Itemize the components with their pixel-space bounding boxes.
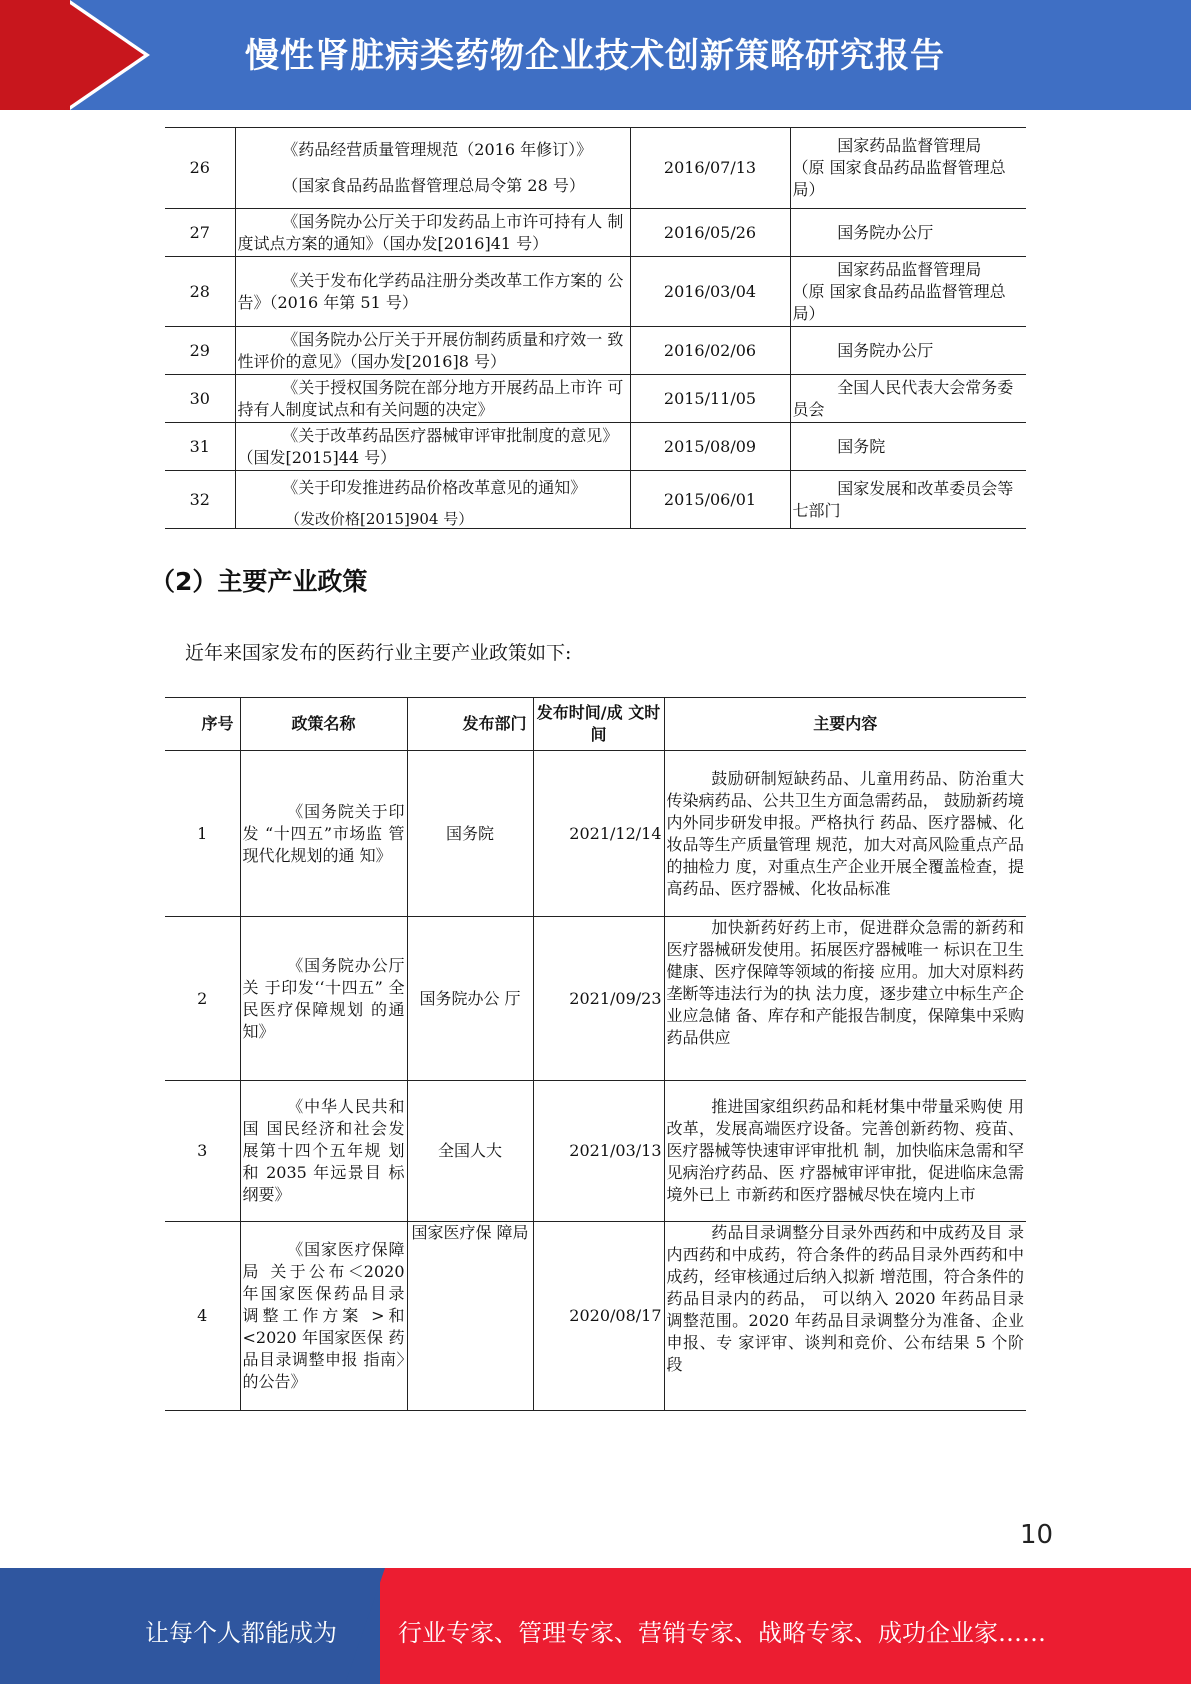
regulation-name: 《国务院办公厅关于印发药品上市许可持有人 制度试点方案的通知》（国办发[2016]41 号） <box>235 209 630 257</box>
publish-date: 2016/07/13 <box>630 128 790 209</box>
policy-name: 《中华人民共和国 国民经济和社会发 展第十四个五年规 划和 2035 年远景目 标纲要》 <box>240 1081 407 1222</box>
footer-slogan-right: 行业专家、管理专家、营销专家、战略专家、成功企业家…… <box>398 1619 1046 1647</box>
issuing-department: 国务院办公厅 <box>790 327 1026 375</box>
main-content: 药品目录调整分目录外西药和中成药及目 录内西药和中成药，符合条件的药品目录外西药和中成药，经审核通过后纳入拟新 增范围，符合条件的药品目录内的药品， 可以纳入 2020 年药品目录调整范围。2020 年药品目录调整分为准备、企业申报、专 家评审、谈判和竞价、公布结果 5 个阶段 <box>664 1222 1026 1411</box>
publish-date: 2021/03/13 <box>533 1081 664 1222</box>
regulations-table <box>165 127 1026 529</box>
row-number: 31 <box>165 423 235 471</box>
main-content: 鼓励研制短缺药品、儿童用药品、防治重大传染病药品、公共卫生方面急需药品， 鼓励新药境内外同步研发申报。严格执行 药品、医疗器械、化妆品等生产质量管理 规范，加大对高风险重点产品的抽检力 度，对重点生产企业开展全覆盖检查，提 高药品、医疗器械、化妆品标准 <box>664 751 1026 917</box>
page-header <box>0 0 1191 110</box>
regulation-name: 《关于改革药品医疗器械审评审批制度的意见》（国发[2015]44 号） <box>235 423 630 471</box>
row-number: 3 <box>165 1081 240 1222</box>
publish-date: 2015/06/01 <box>630 471 790 529</box>
issuing-department: 国家药品监督管理局 （原 国家食品药品监督管理总 局） <box>790 128 1026 209</box>
main-content: 加快新药好药上市，促进群众急需的新药和医疗器械研发使用。拓展医疗器械唯一 标识在卫生健康、医疗保障等领域的衔接 应用。加大对原料药垄断等违法行为的执 法力度，逐步建立中标生产企业应急储 备、库存和产能报告制度，保障集中采购 药品供应 <box>664 917 1026 1081</box>
table-row <box>165 1081 1026 1222</box>
publish-date: 2016/02/06 <box>630 327 790 375</box>
regulation-name: 《药品经营质量管理规范（2016 年修订）》 （国家食品药品监督管理总局令第 28 号） <box>235 128 630 209</box>
issuing-department: 全国人民代表大会常务委 员会 <box>790 375 1026 423</box>
column-header-content: 主要内容 <box>664 698 1026 751</box>
table-row <box>165 128 1026 209</box>
issuing-department: 国务院 <box>790 423 1026 471</box>
header-red-block <box>0 0 70 110</box>
policy-name: 《国务院关于印发 “十四五”市场监 管现代化规划的通 知》 <box>240 751 407 917</box>
row-number: 32 <box>165 471 235 529</box>
regulation-name: 《国务院办公厅关于开展仿制药质量和疗效一 致性评价的意见》（国办发[2016]8 号） <box>235 327 630 375</box>
main-content: 推进国家组织药品和耗材集中带量采购使 用改革，发展高端医疗设备。完善创新药物、疫苗、医疗器械等快速审评审批机 制，加快临床急需和罕见病治疗药品、医 疗器械审评审批，促进临床急需境外已上 市新药和医疗器械尽快在境内上市 <box>664 1081 1026 1222</box>
publish-date: 2021/09/23 <box>533 917 664 1081</box>
publish-date: 2016/03/04 <box>630 257 790 327</box>
table-header-row <box>165 698 1026 751</box>
row-number: 1 <box>165 751 240 917</box>
issuing-department: 国务院 <box>407 751 533 917</box>
row-number: 27 <box>165 209 235 257</box>
policy-name: 《国家医疗保障局 关于公布＜2020 年国家医保药品目录 调整工作方案 >和 <2020 年国家医保 药品目录调整申报 指南〉的公告》 <box>240 1222 407 1411</box>
row-number: 26 <box>165 128 235 209</box>
table-row <box>165 751 1026 917</box>
row-number: 29 <box>165 327 235 375</box>
issuing-department: 国家医疗保 障局 <box>407 1222 533 1411</box>
table-row <box>165 209 1026 257</box>
regulation-name: 《关于发布化学药品注册分类改革工作方案的 公告》（2016 年第 51 号） <box>235 257 630 327</box>
row-number: 28 <box>165 257 235 327</box>
row-number: 2 <box>165 917 240 1081</box>
row-number: 4 <box>165 1222 240 1411</box>
column-header-dept: 发布部门 <box>407 698 533 751</box>
table-row <box>165 1222 1026 1411</box>
issuing-department: 国务院办公 厅 <box>407 917 533 1081</box>
table-row <box>165 327 1026 375</box>
page-number: 10 <box>1020 1520 1054 1550</box>
issuing-department: 全国人大 <box>407 1081 533 1222</box>
header-red-chevron <box>64 0 144 110</box>
column-header-date: 发布时间/成 文时间 <box>533 698 664 751</box>
publish-date: 2020/08/17 <box>533 1222 664 1411</box>
table-row <box>165 917 1026 1081</box>
publish-date: 2015/08/09 <box>630 423 790 471</box>
report-title: 慢性肾脏病类药物企业技术创新策略研究报告 <box>245 36 945 76</box>
page-footer <box>0 1568 1191 1684</box>
row-number: 30 <box>165 375 235 423</box>
issuing-department: 国务院办公厅 <box>790 209 1026 257</box>
publish-date: 2021/12/14 <box>533 751 664 917</box>
publish-date: 2015/11/05 <box>630 375 790 423</box>
section-heading: （2）主要产业政策 <box>150 567 368 596</box>
footer-slogan-left: 让每个人都能成为 <box>145 1619 337 1647</box>
publish-date: 2016/05/26 <box>630 209 790 257</box>
column-header-no: 序号 <box>165 698 240 751</box>
cut-off-text: （发改价格[2015]904 号） <box>285 510 474 528</box>
table-row <box>165 375 1026 423</box>
regulation-name: 《关于印发推进药品价格改革意见的通知》 <box>235 471 630 529</box>
issuing-department: 国家药品监督管理局 （原 国家食品药品监督管理总 局） <box>790 257 1026 327</box>
footer-blue-slant <box>345 1568 385 1684</box>
section-intro: 近年来国家发布的医药行业主要产业政策如下: <box>185 642 572 664</box>
regulation-name: 《关于授权国务院在部分地方开展药品上市许 可持有人制度试点和有关问题的决定》 <box>235 375 630 423</box>
table-row <box>165 423 1026 471</box>
column-header-name: 政策名称 <box>240 698 407 751</box>
table-row <box>165 257 1026 327</box>
policy-name: 《国务院办公厅关 于印发‘‘十四五” 全民医疗保障规划 的通知》 <box>240 917 407 1081</box>
industry-policy-table <box>165 697 1026 1411</box>
issuing-department: 国家发展和改革委员会等 七部门 <box>790 471 1026 529</box>
